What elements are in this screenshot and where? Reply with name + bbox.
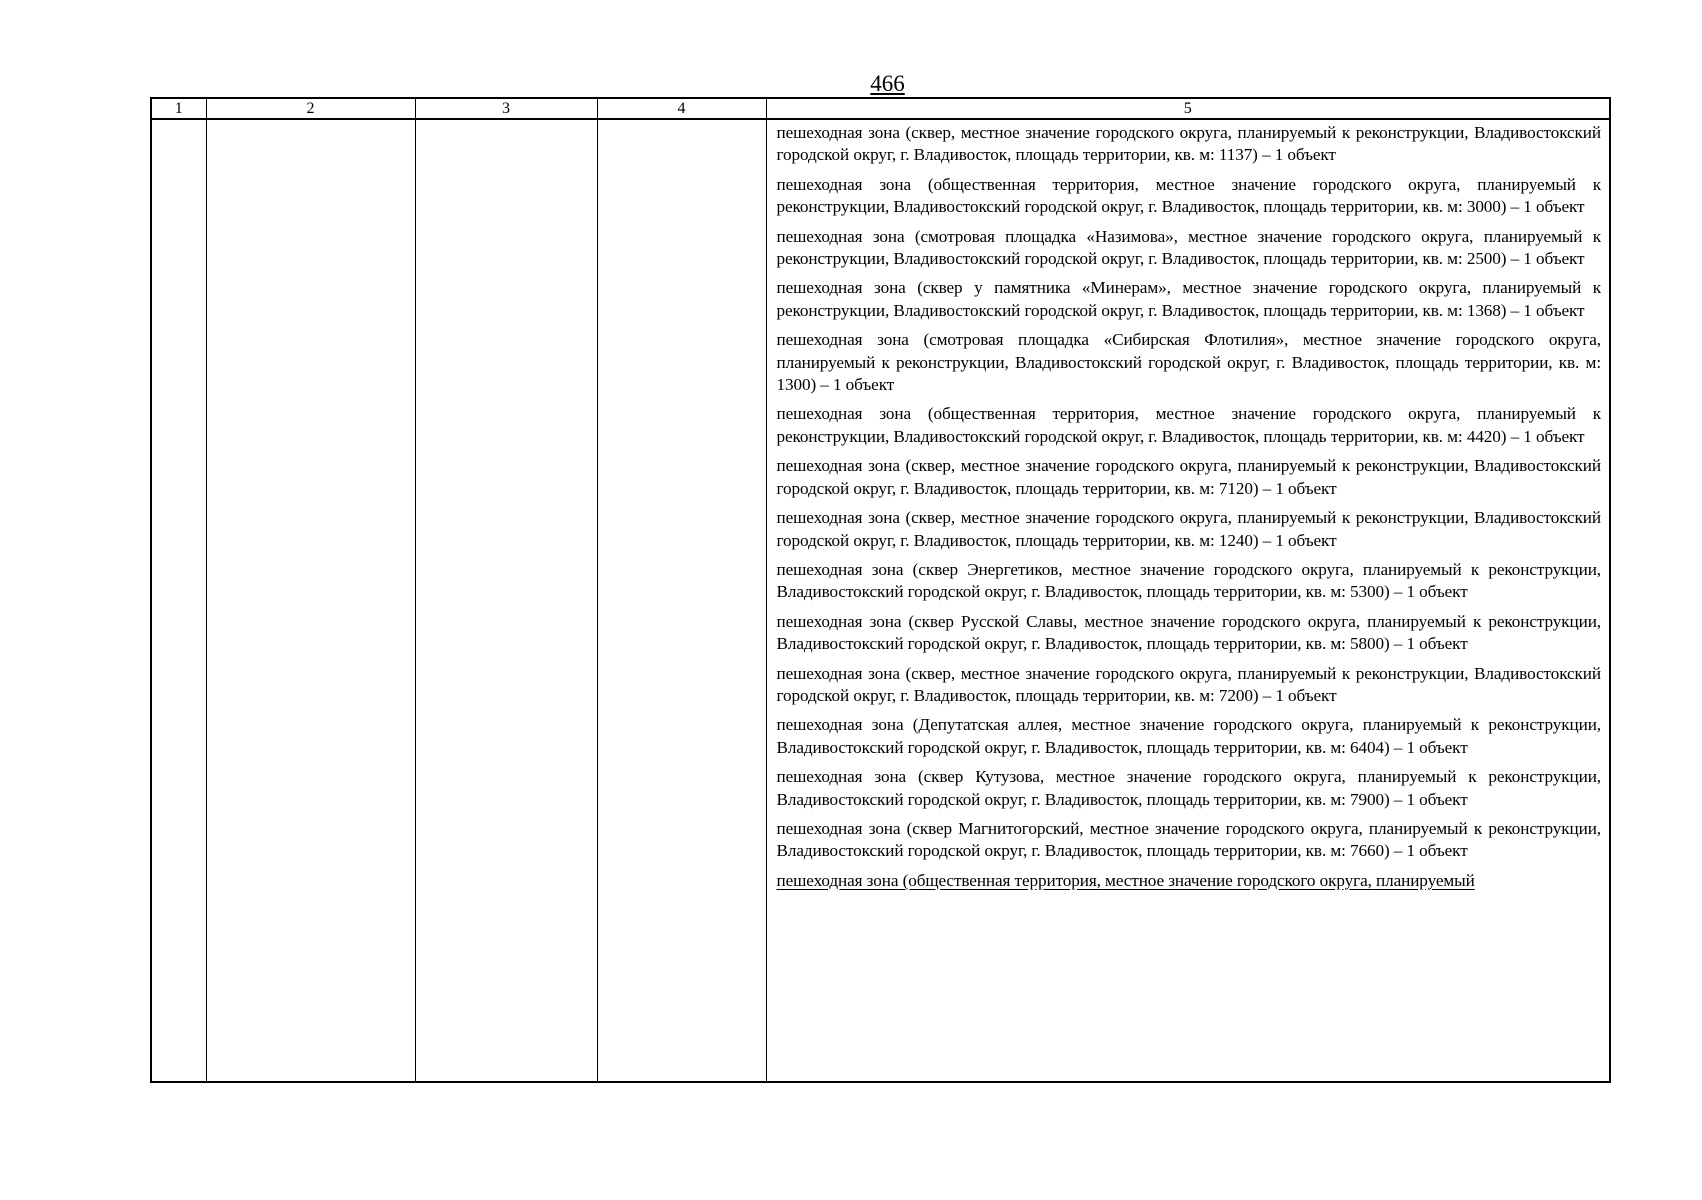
- list-item: пешеходная зона (общественная территория, местное значение городского округа, планируемый: [776, 870, 1475, 890]
- list-item: пешеходная зона (сквер, местное значение городского округа, планируемый к реконструкции, Владивостокский городской округ, г. Владивосток, площадь территории, кв. м: 7120) – 1 объект: [776, 456, 1601, 498]
- column-header-2: 2: [206, 98, 415, 119]
- column-header-3: 3: [415, 98, 597, 119]
- cell-col-3: [415, 119, 597, 1082]
- list-item: пешеходная зона (сквер Энергетиков, местное значение городского округа, планируемый к реконструкции, Владивостокский городской округ, г. Владивосток, площадь территории, кв. м: 5300) – 1 объект: [776, 559, 1601, 602]
- header-row: [151, 98, 1610, 119]
- cell-col-4: [597, 119, 766, 1082]
- list-item: пешеходная зона (Депутатская аллея, местное значение городского округа, планируемый к реконструкции, Владивостокский городской округ, г. Владивосток, площадь территории, кв. м: 6404) – 1 объект: [776, 715, 1601, 757]
- objects-table: [150, 97, 1611, 1083]
- list-item: пешеходная зона (сквер, местное значение городского округа, планируемый к реконструкции, Владивостокский городской округ, г. Владивосток, площадь территории, кв. м: 7200) – 1 объект: [776, 663, 1601, 705]
- page-number-text: 466: [870, 71, 905, 96]
- list-item: пешеходная зона (сквер Магнитогорский, местное значение городского округа, планируемый к реконструкции, Владивостокский городской округ, г. Владивосток, площадь территории, кв. м: 7660) – 1 объект: [776, 818, 1601, 861]
- column-header-4: 4: [597, 98, 766, 119]
- list-item: пешеходная зона (общественная территория, местное значение городского округа, планируемый к реконструкции, Владивостокский городской округ, г. Владивосток, площадь территории, кв. м: 4420) – 1 объект: [776, 404, 1601, 446]
- column-header-5: 5: [766, 98, 1610, 119]
- list-item: пешеходная зона (общественная территория, местное значение городского округа, планируемый к реконструкции, Владивостокский городской округ, г. Владивосток, площадь территории, кв. м: 3000) – 1 объект: [776, 174, 1601, 217]
- entries-list: [767, 120, 1610, 1081]
- list-item: пешеходная зона (смотровая площадка «Сибирская Флотилия», местное значение городского округа, планируемый к реконструкции, Владивостокский городской округ, г. Владивосток, площадь территории, кв. м: 1300) – 1 объект: [776, 330, 1601, 395]
- cell-col-2: [206, 119, 415, 1082]
- table-header: [151, 98, 1610, 119]
- cell-col-5: [766, 119, 1610, 1082]
- cell-col-1: [151, 119, 206, 1082]
- table-row: [151, 119, 1610, 1082]
- table-body: [151, 119, 1610, 1082]
- list-item: пешеходная зона (сквер Русской Славы, местное значение городского округа, планируемый к реконструкции, Владивостокский городской округ, г. Владивосток, площадь территории, кв. м: 5800) – 1 объект: [776, 611, 1601, 654]
- page-number: [0, 72, 1702, 95]
- list-item: пешеходная зона (сквер, местное значение городского округа, планируемый к реконструкции, Владивостокский городской округ, г. Владивосток, площадь территории, кв. м: 1137) – 1 объект: [776, 123, 1601, 165]
- list-item: пешеходная зона (сквер, местное значение городского округа, планируемый к реконструкции, Владивостокский городской округ, г. Владивосток, площадь территории, кв. м: 1240) – 1 объект: [776, 508, 1601, 550]
- list-item: пешеходная зона (сквер у памятника «Минерам», местное значение городского округа, планируемый к реконструкции, Владивостокский городской округ, г. Владивосток, площадь территории, кв. м: 1368) – 1 объект: [776, 278, 1601, 320]
- list-item: пешеходная зона (сквер Кутузова, местное значение городского округа, планируемый к реконструкции, Владивостокский городской округ, г. Владивосток, площадь территории, кв. м: 7900) – 1 объект: [776, 767, 1601, 809]
- list-item: пешеходная зона (смотровая площадка «Назимова», местное значение городского округа, планируемый к реконструкции, Владивостокский городской округ, г. Владивосток, площадь территории, кв. м: 2500) – 1 объект: [776, 226, 1601, 269]
- column-header-1: 1: [151, 98, 206, 119]
